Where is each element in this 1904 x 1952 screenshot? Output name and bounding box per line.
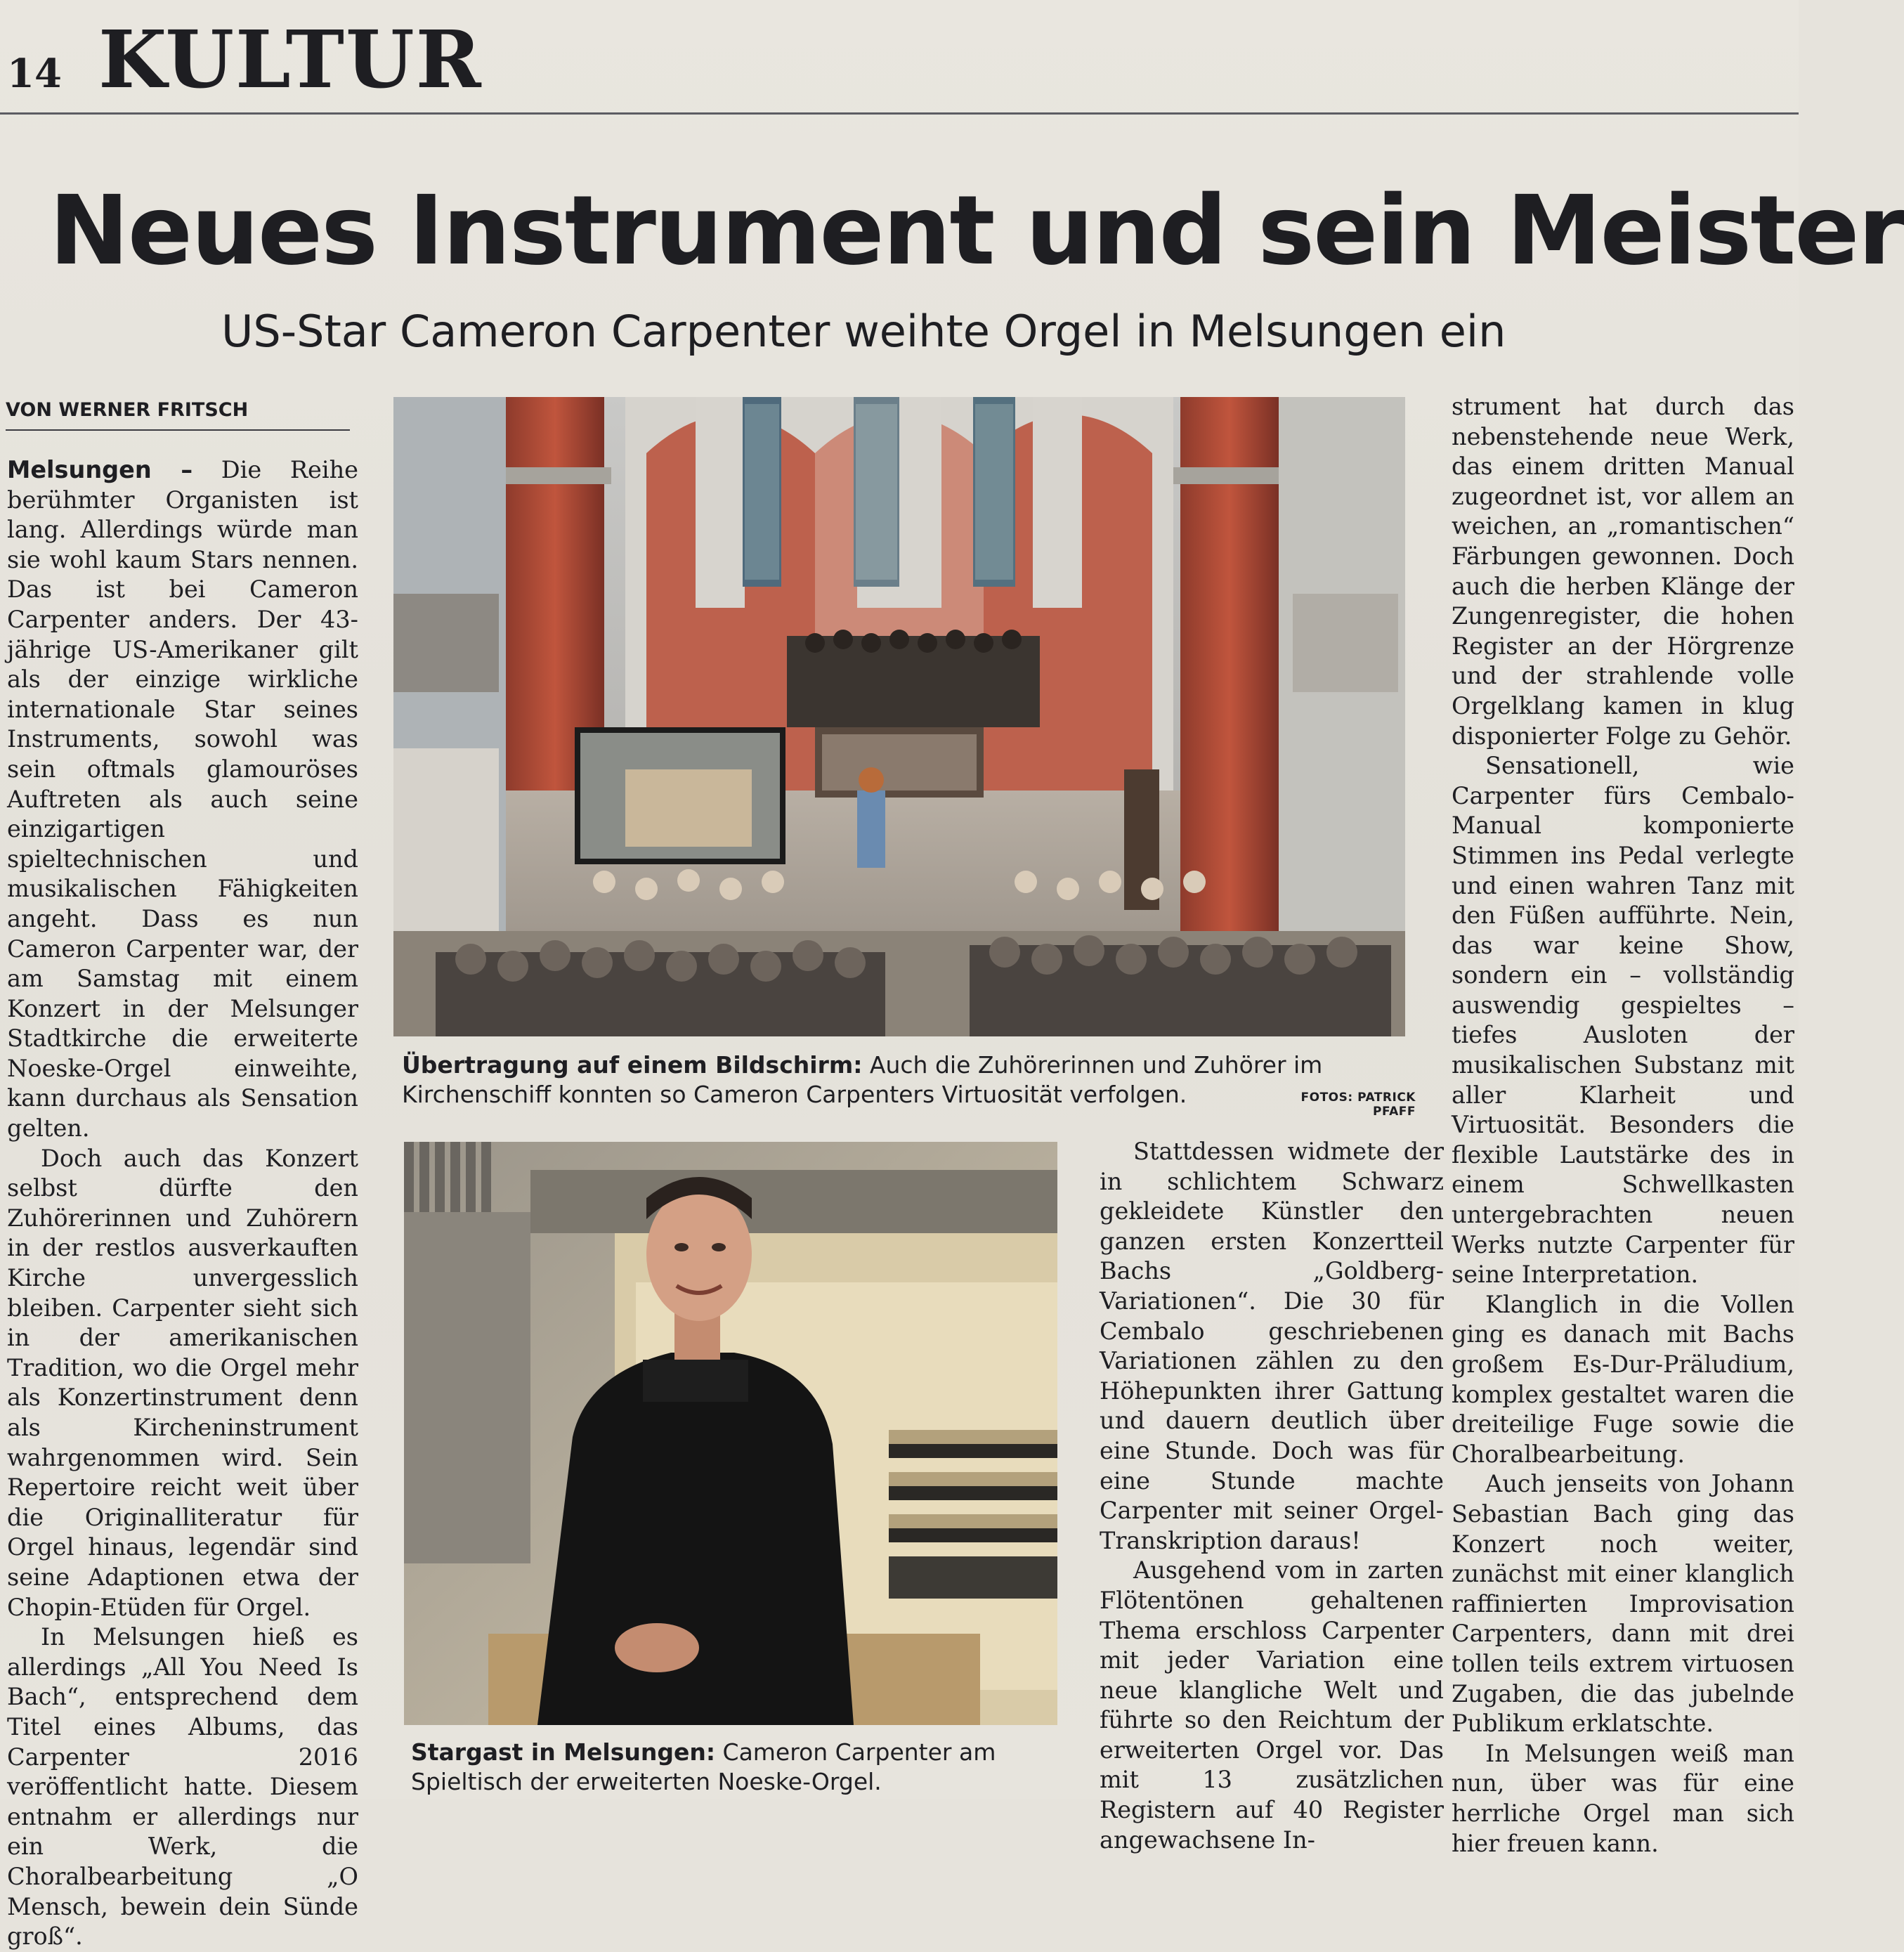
article-column-1 [7, 455, 359, 1951]
church-interior-photo [393, 397, 1405, 1036]
masthead-rule [0, 112, 1799, 115]
paragraph: strument hat durch das nebenstehende neue Werk, das einem dritten Manual zugeordnet ist, vor allem an weichen, an „romantischen“ Färbungen gewonnen. Doch auch die herben Klänge der Zungenregister, die hohen Register an der Hörgrenze und der strahlende volle Orgelklang kamen in klug disponierter Folge zu Gehör. [1452, 393, 1794, 750]
paragraph: Ausgehend vom in zarten Flötentönen gehaltenen Thema erschloss Carpenter mit jeder Variation eine neue klangliche Welt und führte so den Reichtum der erweiterten Orgel vor. Das mit 13 zusätzlichen Registern auf 40 Register angewachsene In- [1100, 1556, 1444, 1854]
caption-lead: Stargast in Melsungen: [411, 1738, 716, 1766]
article-subheadline: US-Star Cameron Carpenter weihte Orgel in Melsungen ein [221, 306, 1506, 357]
photo-credit: FOTOS: PATRICK PFAFF [1300, 1091, 1416, 1119]
paragraph: Stattdessen widmete der in schlichtem Schwarz gekleidete Künstler den ganzen ersten Konzertteil Bachs „Goldberg-Variationen“. Die 30 für Cembalo geschriebenen Variationen zählen zu den Höhepunkten ihrer Gattung und dauern deutlich über eine Stunde. Doch was für eine Stunde machte Carpenter mit seiner Orgel-Transkription daraus! [1100, 1138, 1444, 1554]
paragraph: In Melsungen weiß man nun, über was für eine herrliche Orgel man sich hier freuen kann. [1452, 1739, 1794, 1857]
dateline: Melsungen – [7, 456, 193, 483]
caption-lead: Übertragung auf einem Bildschirm: [402, 1051, 863, 1079]
paragraph: Sensationell, wie Carpenter fürs Cembalo-Manual komponierte Stimmen ins Pedal verlegte und einen wahren Tanz mit den Füßen aufführte. Nein, das war keine Show, sondern ein – vollständig auswendig gespieltes – tiefes Ausloten der musikalischen Substanz mit aller Klarheit und Virtuosität. Besonders die flexible Lautstärke des in einem Schwellkasten untergebrachten neuen Werks nutzte Carpenter für seine Interpretation. [1452, 752, 1794, 1289]
paragraph: Auch jenseits von Johann Sebastian Bach ging das Konzert noch weiter, zunächst mit einer klanglich raffinierten Improvisation Carpenters, dann mit drei tollen teils extrem virtuosen Zugaben, die das jubelnde Publikum erklatschte. [1452, 1470, 1794, 1738]
paragraph: In Melsungen hieß es allerdings „All You Need Is Bach“, entsprechend dem Titel eines Albums, das Carpenter 2016 veröffentlicht hatte. Diesem entnahm er allerdings nur ein Werk, die Choralbearbeitung „O Mensch, bewein dein Sünde groß“. [7, 1623, 358, 1951]
caption-text: Cameron Carpenter am Spieltisch der erweiterten Noeske-Orgel. [411, 1738, 996, 1795]
paragraph-text: Die Reihe berühmter Organisten ist lang. Allerdings würde man sie wohl kaum Stars nennen. Das ist bei Cameron Carpenter anders. Der 43-jährige US-Amerikaner gilt als der einzige wirkliche internationale Star seines Instruments, sowohl was sein oftmals glamouröses Auftreten als auch seine einzigartigen spieltechnischen und musikalischen Fähigkeiten angeht. Dass es nun Cameron Carpenter war, der am Samstag mit einem Konzert in der Melsunger Stadtkirche die erweiterte Noeske-Orgel einweihte, kann durchaus als Sensation gelten. [7, 456, 359, 1143]
photo-caption-2 [411, 1738, 1071, 1797]
article-column-4 [1452, 392, 1794, 1857]
organist-portrait-image [404, 1142, 1057, 1725]
article-column-3 [1100, 1137, 1444, 1854]
page-masthead [7, 14, 1792, 106]
paragraph [7, 455, 358, 1144]
author-byline: VON WERNER FRITSCH [6, 399, 350, 431]
paragraph: Klanglich in die Vollen ging es danach mit Bachs großem Es-Dur-Präludium, komplex gestaltet waren die dreiteilige Fuge sowie die Choralbearbeitung. [1452, 1290, 1794, 1468]
section-title: KULTUR [98, 14, 483, 106]
paragraph: Doch auch das Konzert selbst dürfte den Zuhörerinnen und Zuhörern in der restlos ausverkauften Kirche unvergesslich bleiben. Carpenter sieht sich in der amerikanischen Tradition, wo die Orgel mehr als Konzertinstrument denn als Kircheninstrument wahrgenommen wird. Sein Repertoire reicht weit über die Originalliteratur für Orgel hinaus, legendär sind seine Adaptionen etwa der Chopin-Etüden für Orgel. [7, 1144, 358, 1621]
page-number: 14 [7, 51, 62, 97]
church-interior-image [393, 397, 1405, 1036]
caption-text: Auch die Zuhörerinnen und Zuhörer im Kirchenschiff konnten so Cameron Carpenters Virtuosität verfolgen. [402, 1051, 1323, 1108]
article-headline: Neues Instrument und sein Meister [49, 176, 1904, 287]
organist-portrait-photo [404, 1142, 1057, 1725]
